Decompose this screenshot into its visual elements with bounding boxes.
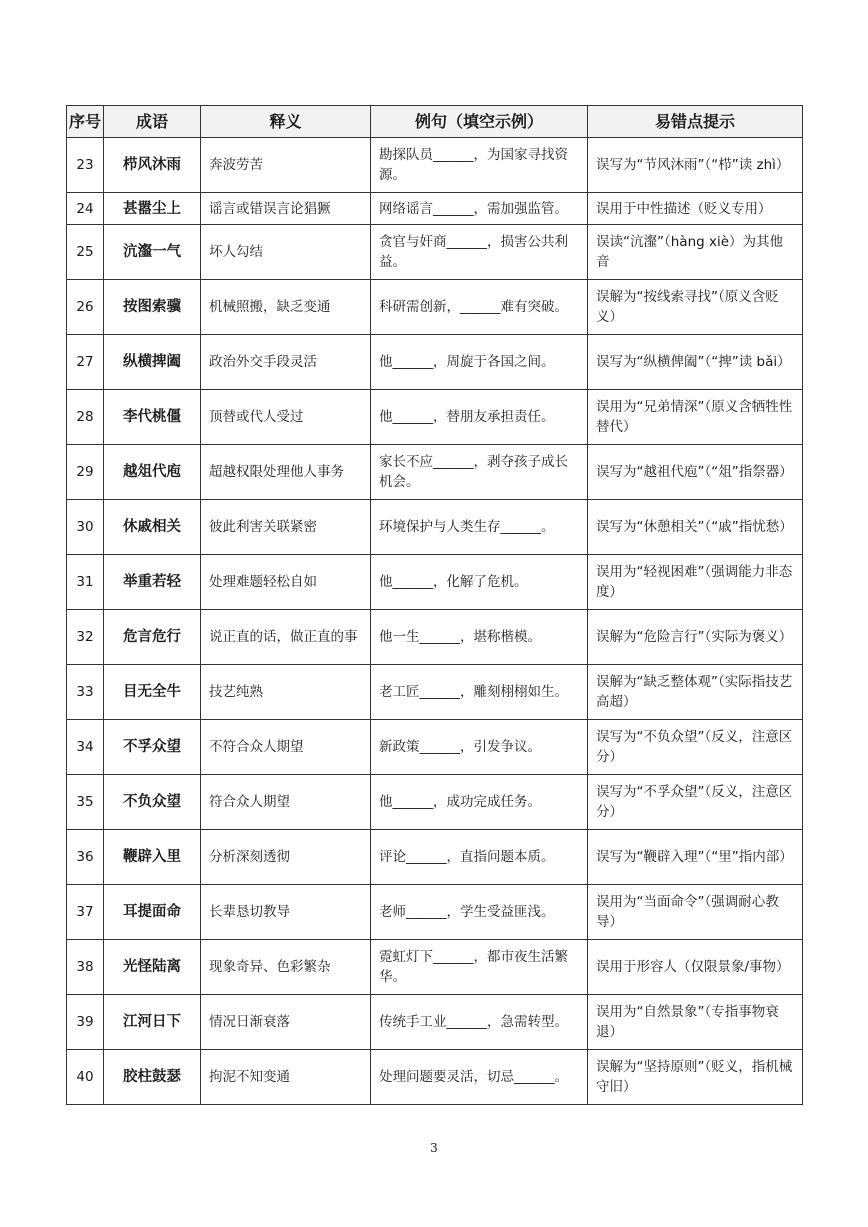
row-meaning: 谣言或错误言论猖獗 (201, 193, 371, 225)
row-example: 他______，替朋友承担责任。 (371, 390, 588, 445)
row-example: 科研需创新，______难有突破。 (371, 280, 588, 335)
row-idiom: 光怪陆离 (104, 940, 201, 995)
table-row (67, 830, 803, 885)
row-index: 24 (67, 193, 104, 225)
row-example: 老师______，学生受益匪浅。 (371, 885, 588, 940)
row-idiom: 纵横捭阖 (104, 335, 201, 390)
header-idiom: 成语 (104, 106, 201, 138)
row-tip: 误写为“不负众望”（反义，注意区分） (588, 720, 803, 775)
table-row (67, 940, 803, 995)
row-index: 25 (67, 225, 104, 280)
row-example: 处理问题要灵活，切忌______。 (371, 1050, 588, 1105)
row-idiom: 目无全牛 (104, 665, 201, 720)
row-meaning: 现象奇异、色彩繁杂 (201, 940, 371, 995)
table-row (67, 193, 803, 225)
row-meaning: 分析深刻透彻 (201, 830, 371, 885)
row-tip: 误用于中性描述（贬义专用） (588, 193, 803, 225)
row-idiom: 越俎代庖 (104, 445, 201, 500)
row-example: 网络谣言______，需加强监管。 (371, 193, 588, 225)
row-idiom: 休戚相关 (104, 500, 201, 555)
row-tip: 误用于形容人（仅限景象/事物） (588, 940, 803, 995)
row-example: 霓虹灯下______，都市夜生活繁华。 (371, 940, 588, 995)
row-idiom: 鞭辟入里 (104, 830, 201, 885)
table-row (67, 995, 803, 1050)
table-row (67, 335, 803, 390)
row-index: 29 (67, 445, 104, 500)
table-row (67, 500, 803, 555)
row-meaning: 拘泥不知变通 (201, 1050, 371, 1105)
row-example: 评论______，直指问题本质。 (371, 830, 588, 885)
row-idiom: 胶柱鼓瑟 (104, 1050, 201, 1105)
row-index: 34 (67, 720, 104, 775)
row-tip: 误解为“按线索寻找”（原义含贬义） (588, 280, 803, 335)
row-index: 35 (67, 775, 104, 830)
row-meaning: 政治外交手段灵活 (201, 335, 371, 390)
row-idiom: 江河日下 (104, 995, 201, 1050)
row-idiom: 举重若轻 (104, 555, 201, 610)
row-tip: 误写为“越祖代庖”（“俎”指祭器） (588, 445, 803, 500)
row-tip: 误写为“休憩相关”（“戚”指忧愁） (588, 500, 803, 555)
idiom-table (66, 105, 803, 1105)
row-meaning: 长辈恳切教导 (201, 885, 371, 940)
row-idiom: 沆瀣一气 (104, 225, 201, 280)
table-row (67, 555, 803, 610)
row-tip: 误解为“缺乏整体观”（实际指技艺高超） (588, 665, 803, 720)
table-row (67, 885, 803, 940)
row-idiom: 不负众望 (104, 775, 201, 830)
row-index: 39 (67, 995, 104, 1050)
row-tip: 误解为“危险言行”（实际为褒义） (588, 610, 803, 665)
row-index: 31 (67, 555, 104, 610)
row-idiom: 栉风沐雨 (104, 138, 201, 193)
row-index: 30 (67, 500, 104, 555)
table-row (67, 225, 803, 280)
row-index: 37 (67, 885, 104, 940)
row-index: 27 (67, 335, 104, 390)
row-meaning: 顶替或代人受过 (201, 390, 371, 445)
row-meaning: 坏人勾结 (201, 225, 371, 280)
row-example: 勘探队员______，为国家寻找资源。 (371, 138, 588, 193)
row-tip: 误用为“当面命令”（强调耐心教导） (588, 885, 803, 940)
row-example: 传统手工业______，急需转型。 (371, 995, 588, 1050)
row-index: 28 (67, 390, 104, 445)
row-tip: 误写为“不孚众望”（反义，注意区分） (588, 775, 803, 830)
row-index: 26 (67, 280, 104, 335)
row-meaning: 符合众人期望 (201, 775, 371, 830)
table-row (67, 280, 803, 335)
row-index: 40 (67, 1050, 104, 1105)
table-row (67, 1050, 803, 1105)
row-idiom: 按图索骥 (104, 280, 201, 335)
row-example: 环境保护与人类生存______。 (371, 500, 588, 555)
table-row (67, 665, 803, 720)
header-example: 例句（填空示例） (371, 106, 588, 138)
table-row (67, 445, 803, 500)
row-index: 36 (67, 830, 104, 885)
idiom-table-container (66, 105, 802, 1105)
row-example: 老工匠______，雕刻栩栩如生。 (371, 665, 588, 720)
row-idiom: 不孚众望 (104, 720, 201, 775)
row-meaning: 超越权限处理他人事务 (201, 445, 371, 500)
row-index: 32 (67, 610, 104, 665)
row-index: 33 (67, 665, 104, 720)
table-row (67, 775, 803, 830)
row-tip: 误写为“节风沐雨”（“栉”读 zhì） (588, 138, 803, 193)
table-row (67, 610, 803, 665)
header-meaning: 释义 (201, 106, 371, 138)
table-row (67, 720, 803, 775)
row-idiom: 耳提面命 (104, 885, 201, 940)
row-idiom: 李代桃僵 (104, 390, 201, 445)
row-index: 23 (67, 138, 104, 193)
header-tip: 易错点提示 (588, 106, 803, 138)
row-example: 他______，周旋于各国之间。 (371, 335, 588, 390)
table-row (67, 390, 803, 445)
page-number: 3 (430, 1141, 438, 1155)
row-tip: 误用为“轻视困难”（强调能力非态度） (588, 555, 803, 610)
table-header-row (67, 106, 803, 138)
row-meaning: 说正直的话，做正直的事 (201, 610, 371, 665)
row-tip: 误读“沆瀣”（hàng xiè）为其他音 (588, 225, 803, 280)
row-example: 新政策______，引发争议。 (371, 720, 588, 775)
row-meaning: 机械照搬，缺乏变通 (201, 280, 371, 335)
row-meaning: 奔波劳苦 (201, 138, 371, 193)
row-tip: 误解为“坚持原则”（贬义，指机械守旧） (588, 1050, 803, 1105)
row-idiom: 危言危行 (104, 610, 201, 665)
row-example: 贪官与奸商______，损害公共利益。 (371, 225, 588, 280)
row-meaning: 不符合众人期望 (201, 720, 371, 775)
row-meaning: 情况日渐衰落 (201, 995, 371, 1050)
row-tip: 误写为“纵横俾阖”（“捭”读 bǎi） (588, 335, 803, 390)
row-tip: 误用为“兄弟情深”（原义含牺牲性替代） (588, 390, 803, 445)
row-example: 他______，化解了危机。 (371, 555, 588, 610)
row-idiom: 甚嚣尘上 (104, 193, 201, 225)
row-example: 他______，成功完成任务。 (371, 775, 588, 830)
row-meaning: 技艺纯熟 (201, 665, 371, 720)
row-example: 家长不应______，剥夺孩子成长机会。 (371, 445, 588, 500)
row-meaning: 彼此利害关联紧密 (201, 500, 371, 555)
row-tip: 误写为“鞭辟入理”（“里”指内部） (588, 830, 803, 885)
row-index: 38 (67, 940, 104, 995)
table-row (67, 138, 803, 193)
row-meaning: 处理难题轻松自如 (201, 555, 371, 610)
row-example: 他一生______，堪称楷模。 (371, 610, 588, 665)
row-tip: 误用为“自然景象”（专指事物衰退） (588, 995, 803, 1050)
header-index: 序号 (67, 106, 104, 138)
table-body (67, 138, 803, 1105)
